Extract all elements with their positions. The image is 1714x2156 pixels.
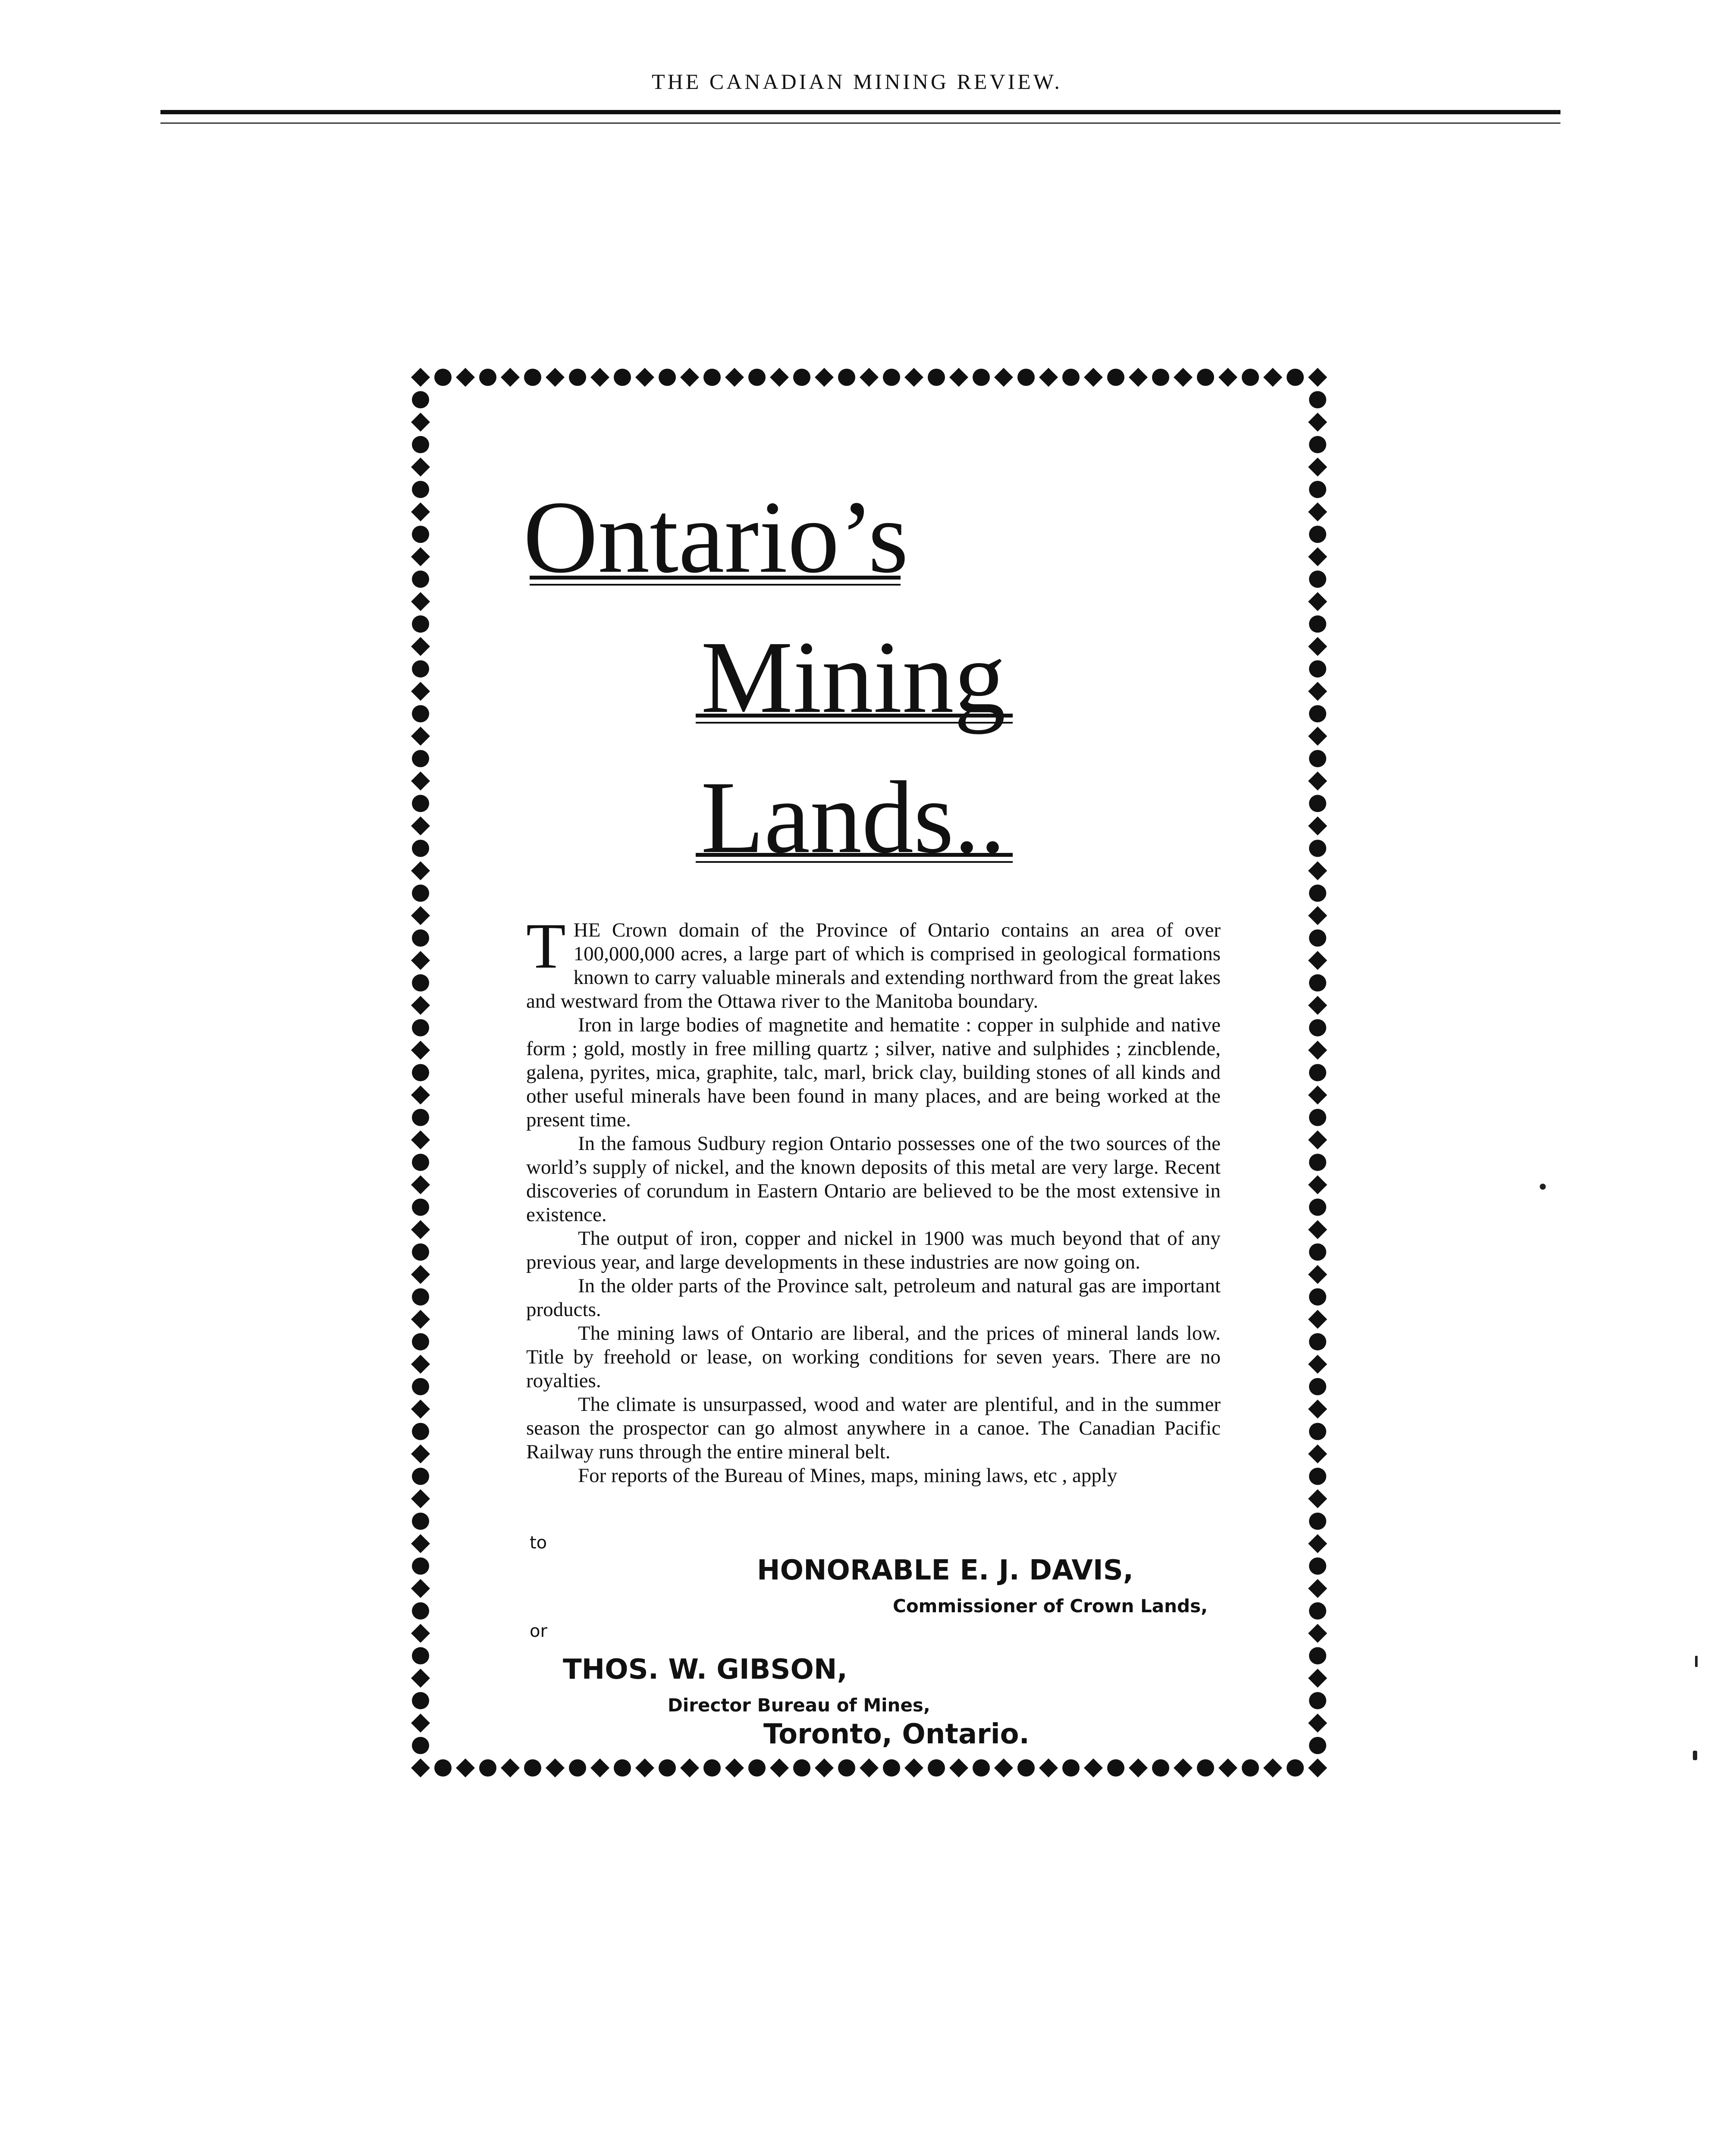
border-diamond [411, 1624, 430, 1643]
to-label: to [530, 1533, 547, 1553]
border-diamond [994, 368, 1013, 387]
border-dot [1309, 884, 1326, 902]
border-dot [1309, 1692, 1326, 1709]
border-dot [1309, 795, 1326, 812]
paragraph-1 [526, 910, 1221, 1013]
border-dot [973, 1759, 990, 1777]
border-diamond [411, 906, 430, 925]
border-diamond [1039, 368, 1058, 387]
border-dot [1309, 1468, 1326, 1485]
border-diamond [1308, 1624, 1327, 1643]
border-dot [703, 369, 721, 386]
border-diamond [1263, 1758, 1282, 1777]
border-dot [412, 1468, 429, 1485]
border-diamond [411, 637, 430, 656]
running-head: THE CANADIAN MINING REVIEW. [652, 69, 1062, 94]
border-diamond [411, 458, 430, 476]
border-diamond [1308, 1220, 1327, 1239]
border-diamond [1308, 1175, 1327, 1194]
border-dot [479, 1759, 496, 1777]
border-dot [1309, 1199, 1326, 1216]
border-diamond [1084, 1758, 1103, 1777]
border-diamond [1308, 1310, 1327, 1329]
border-diamond [1218, 1758, 1237, 1777]
border-dot [412, 884, 429, 902]
border-dot [412, 1064, 429, 1081]
border-dot [524, 1759, 541, 1777]
border-dot [748, 1759, 766, 1777]
border-dot [412, 436, 429, 453]
contact-name-2: THOS. W. GIBSON, [563, 1654, 848, 1686]
border-diamond [1263, 368, 1282, 387]
border-diamond [770, 368, 789, 387]
border-dot [883, 369, 900, 386]
ink-speck [1693, 1751, 1697, 1760]
border-diamond [1218, 368, 1237, 387]
border-dot [1309, 1154, 1326, 1171]
border-dot [973, 369, 990, 386]
border-diamond [411, 1400, 430, 1419]
border-dot [412, 1647, 429, 1664]
border-diamond [411, 413, 430, 432]
border-dot [412, 1288, 429, 1306]
border-diamond [411, 1669, 430, 1688]
border-diamond [725, 368, 744, 387]
border-dot [1309, 1288, 1326, 1306]
border-dot [412, 1737, 429, 1754]
header-rule-thick [160, 110, 1560, 114]
border-diamond [1308, 771, 1327, 790]
border-dot [1107, 1759, 1124, 1777]
border-dot [1017, 369, 1035, 386]
title-line-3: Lands.. [701, 760, 1006, 874]
border-diamond [1308, 458, 1327, 476]
paragraph-7: The climate is unsurpassed, wood and water are plentiful, and in the summer season the prospector can go almost anywhere in a canoe. The Canadian Pacific Railway runs through the entire mineral belt. [526, 1393, 1221, 1463]
border-diamond [1084, 368, 1103, 387]
border-diamond [1308, 996, 1327, 1015]
border-dot [928, 1759, 945, 1777]
border-dot [1309, 436, 1326, 453]
border-diamond [1308, 1714, 1327, 1733]
border-diamond [411, 816, 430, 835]
border-diamond [815, 368, 834, 387]
border-diamond [411, 771, 430, 790]
title-rule-1 [530, 576, 901, 586]
border-dot [659, 1759, 676, 1777]
border-diamond [1308, 502, 1327, 521]
border-diamond [635, 368, 654, 387]
border-diamond [411, 682, 430, 701]
border-dot [412, 1109, 429, 1126]
border-dot [1309, 391, 1326, 408]
border-diamond [1308, 1669, 1327, 1688]
border-diamond [770, 1758, 789, 1777]
border-diamond [1308, 1355, 1327, 1374]
border-diamond [1308, 1758, 1327, 1777]
border-diamond [1174, 1758, 1193, 1777]
border-dot [1017, 1759, 1035, 1777]
border-dot [412, 1333, 429, 1351]
border-dot [412, 570, 429, 588]
border-diamond [411, 1758, 430, 1777]
border-dot [703, 1759, 721, 1777]
border-dot [412, 1602, 429, 1620]
border-dot [1152, 1759, 1169, 1777]
border-dot [412, 929, 429, 946]
border-dot [1309, 1378, 1326, 1395]
border-diamond [590, 1758, 609, 1777]
border-diamond [1308, 1534, 1327, 1553]
border-diamond [411, 1265, 430, 1284]
border-diamond [680, 368, 699, 387]
border-diamond [456, 368, 475, 387]
border-dot [1309, 481, 1326, 498]
contact-location: Toronto, Ontario. [763, 1718, 1030, 1750]
contact-title-2: Director Bureau of Mines, [668, 1695, 930, 1716]
border-diamond [949, 1758, 968, 1777]
border-diamond [1308, 547, 1327, 566]
border-diamond [411, 951, 430, 970]
border-dot [1309, 750, 1326, 767]
border-dot [434, 1759, 452, 1777]
paragraph-1-text: HE Crown domain of the Province of Ontario contains an area of over 100,000,000 acres, a large part of which is comprised in geological formations known to carry valuable minerals and extending northward from the great lakes and westward from the Ottawa river to the Manitoba boundary. [526, 919, 1221, 1012]
border-dot [479, 369, 496, 386]
border-dot [614, 369, 631, 386]
border-dot [1309, 1019, 1326, 1036]
border-dot [1197, 369, 1214, 386]
border-dot [1309, 840, 1326, 857]
border-diamond [1174, 368, 1193, 387]
border-diamond [1308, 1040, 1327, 1059]
border-diamond [994, 1758, 1013, 1777]
border-diamond [1039, 1758, 1058, 1777]
border-dot [1309, 1244, 1326, 1261]
border-diamond [725, 1758, 744, 1777]
border-dot [614, 1759, 631, 1777]
border-dot [1309, 1333, 1326, 1351]
border-diamond [1129, 1758, 1148, 1777]
border-diamond [635, 1758, 654, 1777]
border-diamond [1308, 1445, 1327, 1463]
border-diamond [411, 1445, 430, 1463]
border-dot [793, 369, 810, 386]
contact-title-1: Commissioner of Crown Lands, [893, 1595, 1208, 1617]
title-rule-2 [696, 714, 1013, 724]
border-dot [569, 369, 586, 386]
drop-cap: T [526, 910, 566, 982]
border-diamond [411, 368, 430, 387]
or-label: or [530, 1621, 547, 1641]
border-diamond [501, 368, 520, 387]
paragraph-6: The mining laws of Ontario are liberal, and the prices of mineral lands low. Title by freehold or lease, on working conditions for seven years. There are no royalties. [526, 1322, 1221, 1392]
border-dot [412, 1019, 429, 1036]
border-dot [1287, 369, 1304, 386]
border-dot [434, 369, 452, 386]
border-dot [412, 974, 429, 991]
border-dot [1062, 369, 1080, 386]
border-diamond [411, 1086, 430, 1105]
border-diamond [680, 1758, 699, 1777]
border-dot [569, 1759, 586, 1777]
border-dot [838, 1759, 855, 1777]
title-line-1: Ontario’s [523, 479, 909, 594]
border-diamond [1308, 592, 1327, 611]
border-dot [748, 369, 766, 386]
border-dot [1309, 1109, 1326, 1126]
contact-name-1: HONORABLE E. J. DAVIS, [757, 1554, 1134, 1586]
paragraph-8: For reports of the Bureau of Mines, maps, mining laws, etc , apply [578, 1464, 1118, 1487]
title-rule-3 [696, 853, 1013, 863]
border-dot [412, 1692, 429, 1709]
border-dot [412, 1244, 429, 1261]
border-dot [928, 369, 945, 386]
border-dot [412, 391, 429, 408]
border-diamond [815, 1758, 834, 1777]
border-diamond [949, 368, 968, 387]
border-diamond [411, 1220, 430, 1239]
border-diamond [1308, 637, 1327, 656]
border-dot [412, 705, 429, 722]
paragraph-3: In the famous Sudbury region Ontario possesses one of the two sources of the world’s supply of nickel, and the known deposits of this metal are very large. Recent discoveries of corundum in Eastern Ontario are believed to be the most extensive in existence. [526, 1132, 1221, 1226]
border-dot [412, 1378, 429, 1395]
border-dot [412, 795, 429, 812]
border-dot [1309, 1064, 1326, 1081]
title-line-2: Mining [701, 620, 1006, 734]
border-diamond [1308, 1579, 1327, 1598]
border-dot [412, 1513, 429, 1530]
border-diamond [860, 1758, 879, 1777]
border-diamond [1308, 951, 1327, 970]
border-diamond [411, 1534, 430, 1553]
border-dot [1309, 526, 1326, 543]
border-diamond [411, 1579, 430, 1598]
ink-speck [1695, 1656, 1698, 1667]
border-diamond [411, 1355, 430, 1374]
advertisement-body [526, 910, 1221, 1488]
border-dot [1309, 1737, 1326, 1754]
border-dot [1242, 369, 1259, 386]
border-diamond [860, 368, 879, 387]
border-dot [838, 369, 855, 386]
border-diamond [1308, 906, 1327, 925]
border-diamond [904, 368, 923, 387]
paragraph-4: The output of iron, copper and nickel in 1900 was much beyond that of any previous year, and large developments in these industries are now going on. [526, 1227, 1221, 1273]
border-dot [659, 369, 676, 386]
border-dot [1062, 1759, 1080, 1777]
border-diamond [1308, 368, 1327, 387]
border-dot [412, 615, 429, 633]
border-dot [524, 369, 541, 386]
border-diamond [411, 502, 430, 521]
border-dot [1309, 1513, 1326, 1530]
border-dot [1309, 974, 1326, 991]
border-diamond [904, 1758, 923, 1777]
border-diamond [411, 1040, 430, 1059]
border-diamond [411, 592, 430, 611]
border-dot [412, 840, 429, 857]
border-dot [1107, 369, 1124, 386]
border-dot [1197, 1759, 1214, 1777]
border-dot [412, 750, 429, 767]
border-dot [1309, 1602, 1326, 1620]
border-dot [412, 660, 429, 677]
header-rule-thin [160, 122, 1560, 124]
paragraph-2: Iron in large bodies of magnetite and hematite : copper in sulphide and native form ; gold, mostly in free milling quartz ; silver, native and sulphides ; zincblende, galena, pyrites, mica, graphite, talc, marl, brick clay, building stones of all kinds and other useful minerals have been found in many places, and are being worked at the present time. [526, 1014, 1221, 1131]
border-diamond [456, 1758, 475, 1777]
border-diamond [1308, 1265, 1327, 1284]
border-diamond [1308, 682, 1327, 701]
border-dot [1152, 369, 1169, 386]
border-diamond [501, 1758, 520, 1777]
border-dot [1309, 929, 1326, 946]
border-dot [1309, 705, 1326, 722]
border-dot [1309, 1557, 1326, 1575]
border-dot [412, 1199, 429, 1216]
border-diamond [411, 1131, 430, 1150]
border-diamond [1129, 368, 1148, 387]
border-diamond [1308, 1086, 1327, 1105]
border-dot [412, 1557, 429, 1575]
paragraph-5: In the older parts of the Province salt, petroleum and natural gas are important products. [526, 1275, 1221, 1321]
border-dot [1309, 660, 1326, 677]
border-dot [412, 481, 429, 498]
border-dot [1309, 615, 1326, 633]
border-diamond [1308, 1400, 1327, 1419]
border-diamond [411, 1714, 430, 1733]
border-diamond [590, 368, 609, 387]
border-diamond [546, 368, 565, 387]
border-diamond [1308, 1131, 1327, 1150]
border-diamond [411, 861, 430, 880]
border-diamond [411, 1175, 430, 1194]
border-diamond [411, 727, 430, 746]
border-dot [1287, 1759, 1304, 1777]
border-dot [1309, 1423, 1326, 1440]
border-diamond [1308, 816, 1327, 835]
border-diamond [1308, 727, 1327, 746]
border-dot [883, 1759, 900, 1777]
border-diamond [411, 1489, 430, 1508]
border-diamond [1308, 1489, 1327, 1508]
border-diamond [1308, 861, 1327, 880]
border-diamond [411, 547, 430, 566]
border-diamond [1308, 413, 1327, 432]
border-dot [412, 526, 429, 543]
border-dot [793, 1759, 810, 1777]
border-dot [412, 1423, 429, 1440]
border-diamond [411, 996, 430, 1015]
border-dot [1309, 1647, 1326, 1664]
ink-speck [1540, 1184, 1546, 1190]
border-dot [412, 1154, 429, 1171]
border-dot [1309, 570, 1326, 588]
border-dot [1242, 1759, 1259, 1777]
border-diamond [411, 1310, 430, 1329]
border-diamond [546, 1758, 565, 1777]
